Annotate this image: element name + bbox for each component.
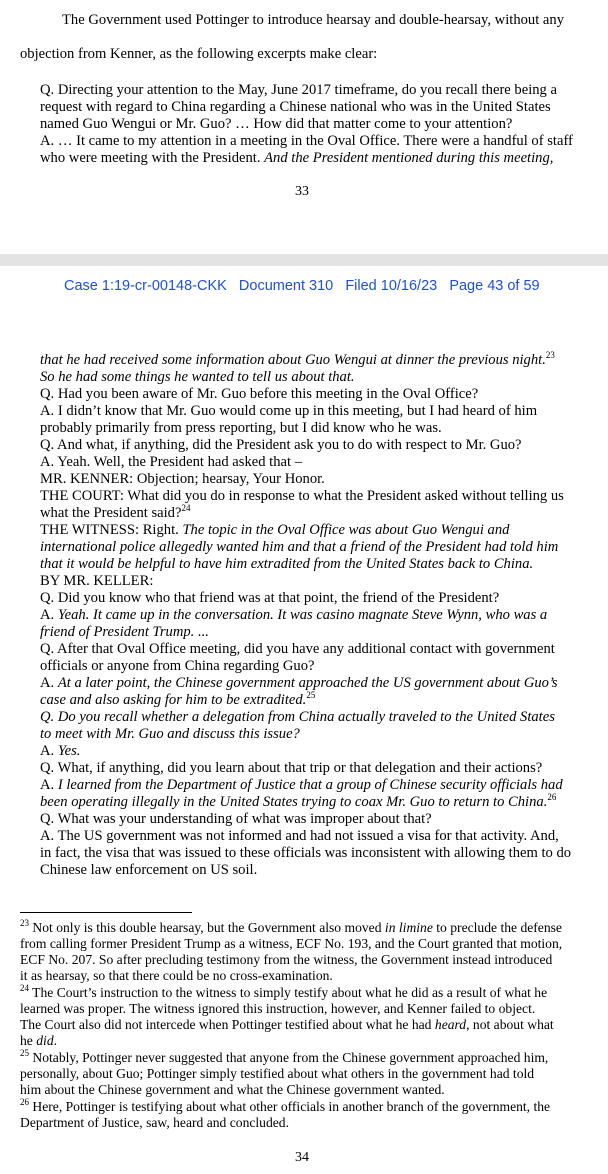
- footnote-number: 24: [20, 983, 29, 993]
- testimony-text: what the President said?: [40, 505, 182, 521]
- footnote-text: to preclude the defense: [436, 920, 562, 935]
- footnote-ref-25[interactable]: 25: [306, 690, 316, 700]
- testimony-line: [40, 794, 556, 811]
- testimony-italic-text: friend of President Trump. ...: [40, 624, 209, 640]
- testimony-text: A.: [40, 777, 55, 793]
- testimony-line: probably primarily from press reporting, but I did know who he was.: [40, 420, 442, 436]
- testimony-line: Q. Had you been aware of Mr. Guo before this meeting in the Oval Office?: [40, 386, 479, 402]
- testimony-italic-text: been operating illegally in the United States trying to coax Mr. Guo to return to China.: [40, 794, 548, 810]
- footnote-25: [20, 1050, 548, 1067]
- testimony-line: Q. Directing your attention to the May, June 2017 timeframe, do you recall there being a: [40, 82, 557, 98]
- footnote-ref-23[interactable]: 23: [545, 350, 555, 360]
- testimony-italic-text: I learned from the Department of Justice that a group of Chinese security officials had: [57, 777, 563, 793]
- testimony-text: A.: [40, 607, 55, 623]
- testimony-italic-text: The topic in the Oval Office was about Guo Wengui and: [182, 522, 510, 538]
- footnote-italic-text: in limine: [384, 920, 433, 935]
- testimony-line: [40, 692, 315, 709]
- footnote-text: Notably, Pottinger never suggested that anyone from the Chinese government approached him,: [32, 1050, 549, 1065]
- testimony-line: A. The US government was not informed and had not issued a visa for that activity. And,: [40, 828, 559, 844]
- testimony-line: Q. And what, if anything, did the President ask you to do with respect to Mr. Guo?: [40, 437, 522, 453]
- testimony-line: [40, 726, 300, 743]
- case-number: Case 1:19-cr-00148-CKK: [64, 278, 227, 294]
- footnote-ref-24[interactable]: 24: [181, 503, 191, 513]
- testimony-line: request with regard to China regarding a Chinese national who was in the United States: [40, 99, 551, 115]
- footnote-line: personally, about Guo; Pottinger simply testified about what others in the government had told: [20, 1066, 535, 1081]
- testimony-line: officials or anyone from China regarding Guo?: [40, 658, 315, 674]
- testimony-italic-text: Yes.: [57, 743, 81, 759]
- testimony-line: Q. What was your understanding of what was improper about that?: [40, 811, 432, 827]
- page-number: 34: [295, 1150, 309, 1165]
- footnote-line: [20, 1017, 554, 1034]
- footnote-text: .: [53, 1033, 58, 1048]
- paragraph-line: The Government used Pottinger to introduce hearsay and double-hearsay, without any: [62, 12, 564, 28]
- footnote-23: [20, 920, 562, 937]
- testimony-line: BY MR. KELLER:: [40, 573, 154, 589]
- testimony-italic-text: Yeah. It came up in the conversation. It was casino magnate Steve Wynn, who was a: [57, 607, 548, 623]
- footnote-italic-text: did: [36, 1033, 54, 1048]
- testimony-line: [40, 539, 558, 556]
- testimony-line: Q. After that Oval Office meeting, did you have any additional contact with government: [40, 641, 555, 657]
- testimony-line: Q. What, if anything, did you learn about that trip or that delegation and their actions?: [40, 760, 543, 776]
- page-number: 33: [295, 184, 309, 199]
- footnote-text: Not only is this double hearsay, but the Government also moved: [32, 920, 382, 935]
- testimony-line: [40, 777, 563, 794]
- testimony-text: THE WITNESS: Right.: [40, 522, 179, 538]
- case-header: [64, 278, 540, 294]
- footnote-24: [20, 985, 547, 1002]
- footnote-text: Here, Pottinger is testifying about what other officials in another branch of the government, the: [32, 1099, 551, 1114]
- footnote-line: from calling former President Trump as a witness, ECF No. 193, and the Court granted that motion,: [20, 936, 563, 951]
- testimony-italic-text: case and also asking for him to be extradited.: [40, 692, 307, 708]
- filed-date: Filed 10/16/23: [345, 278, 438, 294]
- footnote-text: The Court’s instruction to the witness to simply testify about what he did as a result of what he: [32, 985, 548, 1000]
- testimony-line: Q. Did you know who that friend was at that point, the friend of the President?: [40, 590, 500, 606]
- testimony-line: Chinese law enforcement on US soil.: [40, 862, 258, 878]
- footnote-line: it as hearsay, so that there could be no cross-examination.: [20, 968, 333, 983]
- footnote-text: , not about what: [466, 1017, 554, 1032]
- testimony-line: [40, 352, 555, 369]
- footnote-ref-26[interactable]: 26: [547, 792, 557, 802]
- page-count: Page 43 of 59: [449, 278, 540, 294]
- testimony-line: [40, 743, 80, 760]
- testimony-line: [40, 369, 355, 386]
- testimony-italic-text: So he had some things he wanted to tell us about that.: [40, 369, 355, 385]
- testimony-italic-text: international police allegedly wanted him and that a friend of the President had told him: [40, 539, 559, 555]
- footnote-text: he: [20, 1033, 33, 1048]
- testimony-italic-text: that he had received some information about Guo Wengui at dinner the previous night.: [40, 352, 546, 368]
- testimony-italic-text: And the President mentioned during this meeting,: [264, 150, 554, 166]
- testimony-italic-text: Q. Do you recall whether a delegation from China actually traveled to the United States: [40, 709, 555, 725]
- testimony-text: A.: [40, 675, 55, 691]
- footnote-line: learned was proper. The witness ignored this instruction, however, and Kenner failed to object.: [20, 1001, 536, 1016]
- paragraph-line: objection from Kenner, as the following excerpts make clear:: [20, 46, 378, 62]
- testimony-text: who were meeting with the President.: [40, 150, 261, 166]
- testimony-text: A.: [40, 743, 55, 759]
- footnote-italic-text: heard: [434, 1017, 467, 1032]
- testimony-line: A. I didn’t know that Mr. Guo would come up in this meeting, but I had heard of him: [40, 403, 538, 419]
- page-33: [0, 0, 608, 254]
- testimony-line: MR. KENNER: Objection; hearsay, Your Honor.: [40, 471, 325, 487]
- testimony-line: [40, 522, 509, 539]
- footnote-line: him about the Chinese government and what the Chinese government wanted.: [20, 1082, 445, 1097]
- document-number: Document 310: [238, 278, 334, 294]
- footnote-26: [20, 1099, 550, 1116]
- footnote-divider: [20, 912, 192, 913]
- page-34: [0, 266, 608, 1174]
- footnote-text: The Court also did not intercede when Pottinger testified about what he had: [20, 1017, 432, 1032]
- footnote-number: 23: [20, 918, 29, 928]
- testimony-line: [40, 150, 553, 167]
- testimony-line: [40, 675, 558, 692]
- testimony-line: A. … It came to my attention in a meeting in the Oval Office. There were a handful of staff: [40, 133, 573, 149]
- testimony-line: in fact, the visa that was issued to these officials was inconsistent with allowing them to do: [40, 845, 572, 861]
- testimony-line: [40, 556, 533, 573]
- testimony-line: [40, 607, 547, 624]
- testimony-italic-text: At a later point, the Chinese government approached the US government about Guo’s: [57, 675, 558, 691]
- testimony-line: [40, 709, 555, 726]
- testimony-line: named Guo Wengui or Mr. Guo? … How did that matter come to your attention?: [40, 116, 513, 132]
- footnote-number: 25: [20, 1048, 29, 1058]
- page-separator: [0, 254, 608, 266]
- footnote-line: ECF No. 207. So after precluding testimony from the witness, the Government instead introduced: [20, 952, 553, 967]
- testimony-italic-text: that it would be helpful to have him extradited from the United States back to China.: [40, 556, 534, 572]
- testimony-line: THE COURT: What did you do in response to what the President asked without telling us: [40, 488, 564, 504]
- footnote-line: Department of Justice, saw, heard and concluded.: [20, 1115, 290, 1130]
- testimony-line: A. Yeah. Well, the President had asked that –: [40, 454, 303, 470]
- testimony-italic-text: to meet with Mr. Guo and discuss this issue?: [40, 726, 300, 742]
- testimony-line: [40, 624, 209, 641]
- testimony-line: [40, 505, 190, 522]
- footnote-number: 26: [20, 1097, 29, 1107]
